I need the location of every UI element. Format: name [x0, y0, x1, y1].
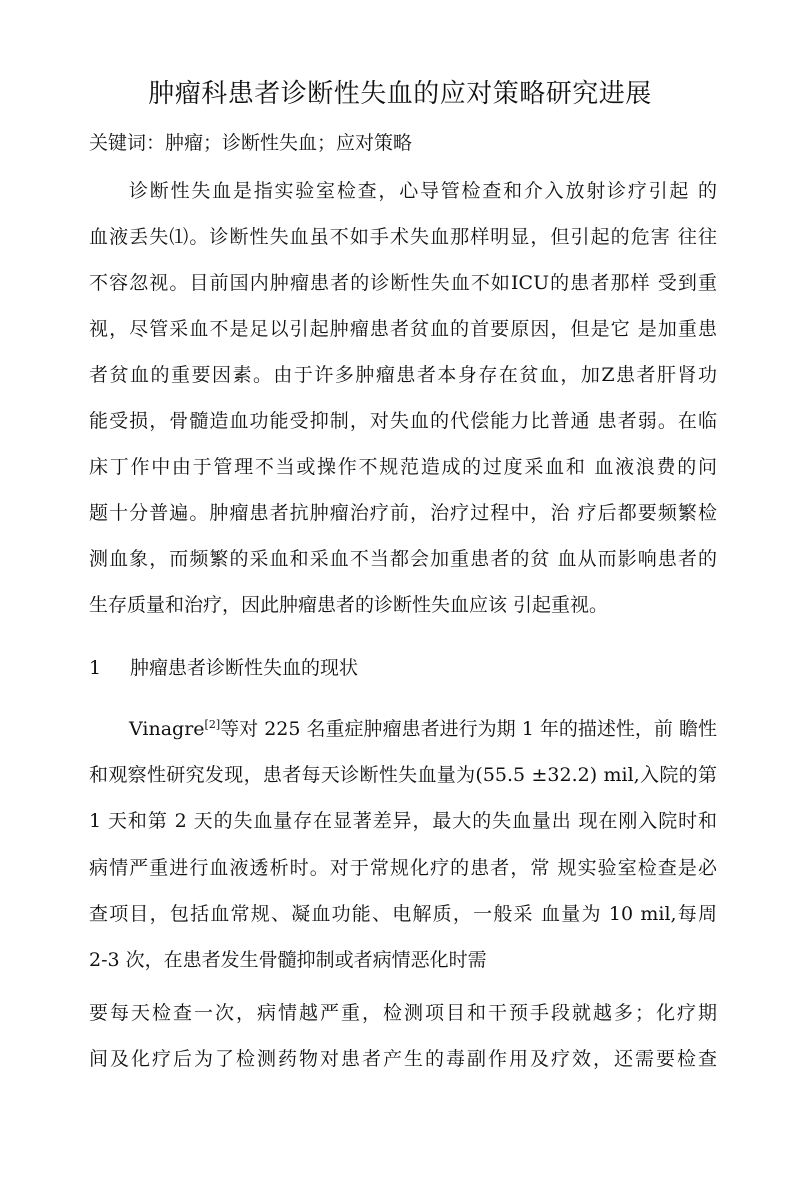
paragraph-line: 要每天检查一次，病情越严重，检测项目和干预手段就越多；化疗期: [89, 1002, 717, 1024]
continuation-paragraph: [89, 990, 717, 1082]
line-text: 等对 225 名重症肿瘤患者进行为期 1 年的描述性，前 瞻性: [220, 718, 717, 740]
paragraph-line: 和观察性研究发现，患者每天诊断性失血量为(55.5 ±32.2) mil,入院的第: [89, 764, 717, 787]
paragraph-line: 2-3 次，在患者发生骨髓抑制或者病情恶化时需: [89, 948, 487, 971]
paragraph-line: [89, 706, 717, 752]
section-heading: [89, 648, 358, 688]
paragraph-line: 测血象，而频繁的采血和采血不当都会加重患者的贫 血从而影响患者的: [89, 548, 717, 570]
paragraph-line: 血液丢失⑴。诊断性失血虽不如手术失血那样明显，但引起的危害 往往: [89, 226, 717, 248]
paragraph-line: 诊断性失血是指实验室检查，心导管检查和介入放射诊疗引起 的: [129, 180, 717, 202]
paragraph-line: 病情严重进行血液透析时。对于常规化疗的患者，常 规实验室检查是必: [89, 856, 717, 879]
paragraph-line: 能受损，骨髓造血功能受抑制，对失血的代偿能力比普通 患者弱。在临: [89, 410, 717, 432]
paragraph-line: 生存质量和治疗，因此肿瘤患者的诊断性失血应该 引起重视。: [89, 594, 609, 616]
study-paragraph: [89, 706, 717, 983]
paragraph-line: 查项目，包括血常规、凝血功能、电解质，一般采 血量为 10 mil,每周: [89, 902, 717, 925]
paragraph-line: 者贫血的重要因素。由于许多肿瘤患者本身存在贫血，加Z患者肝肾功: [89, 364, 717, 386]
intro-paragraph: [89, 168, 717, 628]
paragraph-line: 1 天和第 2 天的失血量存在显著差异，最大的失血量出 现在刚入院时和: [89, 810, 717, 833]
section-number: 1: [89, 657, 102, 679]
paragraph-line: 视，尽管采血不是足以引起肿瘤患者贫血的首要原因，但是它 是加重患: [89, 318, 717, 340]
author-name: Vinagre: [129, 718, 205, 740]
document-title: 肿瘤科患者诊断性失血的应对策略研究进展: [148, 79, 652, 109]
paragraph-line: 床丁作中由于管理不当或操作不规范造成的过度采血和 血液浪费的问: [89, 456, 717, 478]
paragraph-line: 不容忽视。目前国内肿瘤患者的诊断性失血不如ICU的患者那样 受到重: [89, 272, 717, 294]
citation-ref: [2]: [204, 718, 221, 731]
paragraph-line: 题十分普遍。肿瘤患者抗肿瘤治疗前，治疗过程中，治 疗后都要频繁检: [89, 502, 717, 524]
paragraph-line: 间及化疗后为了检测药物对患者产生的毒副作用及疗效，还需要检查: [89, 1048, 717, 1070]
section-title: 肿瘤患者诊断性失血的现状: [130, 657, 359, 679]
keywords-line: 关键词：肿瘤；诊断性失血；应对策略: [89, 132, 413, 154]
